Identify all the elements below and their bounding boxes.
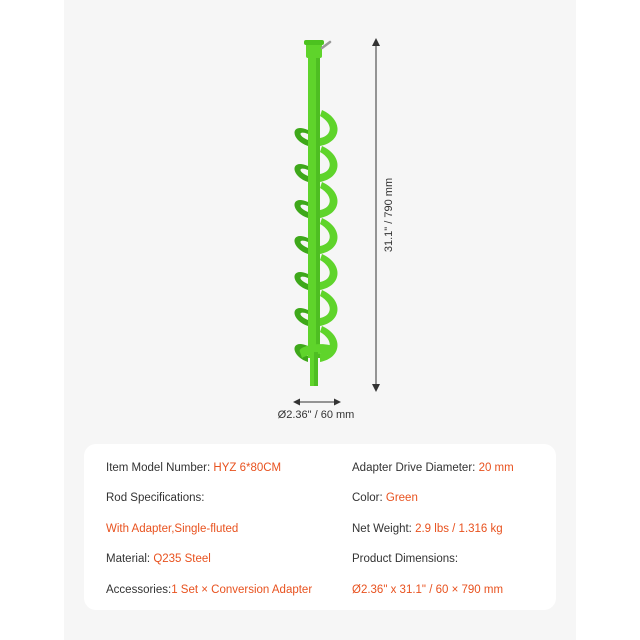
spec-color — [352, 491, 418, 505]
spec-product-dimensions-value — [352, 583, 503, 597]
spec-product-dimensions — [352, 552, 458, 566]
spec-material — [106, 552, 211, 566]
spec-card — [84, 444, 556, 610]
auger-flight-front — [320, 326, 338, 362]
auger-flight-front — [320, 290, 338, 326]
auger-flight-back — [295, 272, 309, 290]
spec-label: Rod Specifications: — [106, 492, 205, 504]
spec-value: HYZ 6*80CM — [213, 462, 282, 474]
spec-value: Q235 Steel — [153, 553, 211, 565]
spec-net-weight — [352, 522, 503, 536]
spec-model-number — [106, 461, 281, 475]
auger-flight-back — [295, 308, 309, 326]
auger-flight-front — [320, 146, 338, 182]
length-dimension — [372, 38, 395, 392]
spec-value: Ø2.36" x 31.1" / 60 × 790 mm — [352, 584, 504, 596]
auger-flight-back — [295, 128, 309, 146]
spec-adapter-drive-diameter — [352, 461, 514, 475]
diameter-label: Ø2.36" / 60 mm — [277, 409, 355, 421]
auger-flight-front — [320, 254, 338, 290]
spec-value: Green — [385, 492, 418, 504]
spec-label: Item Model Number: — [106, 462, 211, 474]
spec-rod-specifications — [106, 491, 204, 505]
spec-label: Net Weight: — [352, 523, 412, 535]
spec-value: 2.9 lbs / 1.316 kg — [415, 523, 503, 535]
auger-flight-front — [320, 110, 338, 146]
spec-accessories — [106, 583, 312, 597]
product-illustration — [64, 0, 576, 440]
spec-label: Material: — [106, 553, 151, 565]
spec-value: With Adapter,Single-fluted — [106, 523, 239, 535]
auger-flight-back — [295, 164, 309, 182]
spec-label: Adapter Drive Diameter: — [352, 462, 476, 474]
spec-rod-specifications-value — [106, 522, 238, 536]
auger-flight-back — [295, 236, 309, 254]
spec-label: Accessories: — [106, 584, 172, 596]
spec-label: Product Dimensions: — [352, 553, 459, 565]
auger-bit-image — [295, 40, 338, 386]
auger-flight-front — [320, 182, 338, 218]
spec-value: 1 Set × Conversion Adapter — [171, 584, 313, 596]
length-label: 31.1" / 790 mm — [383, 177, 395, 253]
spec-label: Color: — [352, 492, 383, 504]
diameter-dimension — [278, 399, 355, 422]
auger-flight-back — [295, 200, 309, 218]
auger-flight-front — [320, 218, 338, 254]
spec-value: 20 mm — [478, 462, 514, 474]
